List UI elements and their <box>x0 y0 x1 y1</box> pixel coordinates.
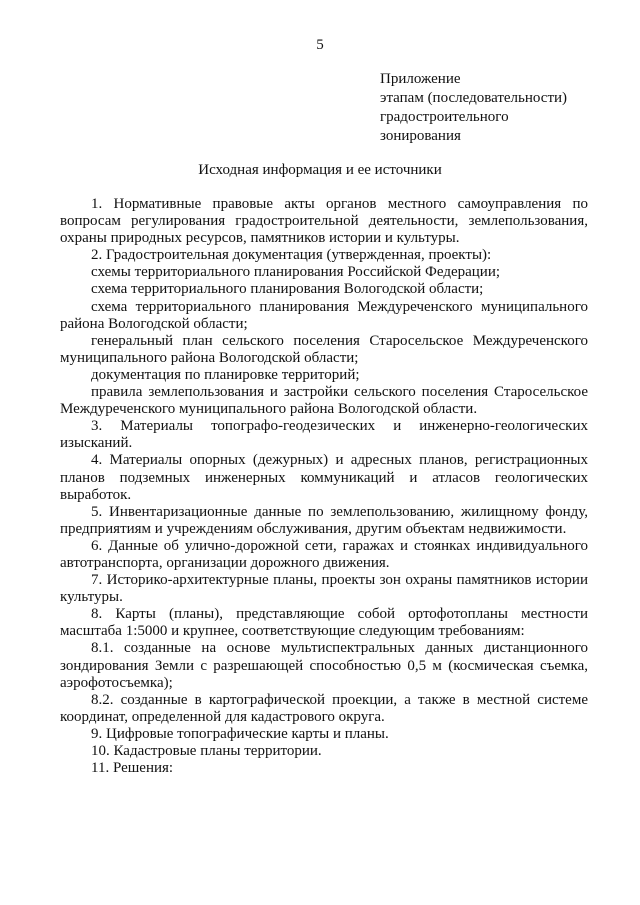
paragraph-item-8: 8. Карты (планы), представляющие собой ортофотопланы местности масштаба 1:5000 и крупнее, соответствующие следующим требованиям: <box>60 606 588 640</box>
paragraph-item-3: 3. Материалы топографо-геодезических и инженерно-геологических изысканий. <box>60 418 588 452</box>
appendix-header <box>380 70 620 146</box>
paragraph-item-9: 9. Цифровые топографические карты и планы. <box>91 725 389 742</box>
paragraph-item-10: 10. Кадастровые планы территории. <box>91 743 322 759</box>
paragraph-item-8-1: 8.1. созданные на основе мультиспектральных данных дистанционного зондирования Земли с разрешающей способностью 0,5 м (космическая съемка, аэрофотосъемка); <box>60 640 588 691</box>
appendix-line: градостроительного <box>380 109 509 125</box>
paragraph-item-7: 7. Историко-архитектурные планы, проекты зон охраны памятников истории культуры. <box>60 572 588 606</box>
paragraph-item-2: 2. Градостроительная документация (утвержденная, проекты): <box>91 247 492 264</box>
paragraph-subitem: правила землепользования и застройки сельского поселения Старосельское Междуреченского муниципального района Вологодской области. <box>60 384 588 418</box>
paragraph-item-11: 11. Решения: <box>91 760 174 777</box>
paragraph-subitem: генеральный план сельского поселения Старосельское Междуреченского муниципального района Вологодской области; <box>60 332 588 366</box>
paragraph-subitem: схема территориального планирования Междуреченского муниципального района Вологодской области; <box>60 298 588 332</box>
document-body <box>60 196 588 777</box>
page-number: 5 <box>316 37 324 53</box>
appendix-line: Приложение <box>380 71 461 87</box>
document-title: Исходная информация и ее источники <box>198 162 442 178</box>
paragraph-item-1: 1. Нормативные правовые акты органов местного самоуправления по вопросам регулирования градостроительной деятельности, землепользования, охраны природных ресурсов, памятников истории и культуры. <box>60 196 588 247</box>
paragraph-subitem: схемы территориального планирования Российской Федерации; <box>91 264 501 281</box>
paragraph-subitem: документация по планировке территорий; <box>91 366 360 383</box>
paragraph-subitem: схема территориального планирования Вологодской области; <box>91 281 484 298</box>
paragraph-item-8-2: 8.2. созданные в картографической проекции, а также в местной системе координат, определенной для кадастрового округа. <box>60 691 588 725</box>
paragraph-item-4: 4. Материалы опорных (дежурных) и адресных планов, регистрационных планов подземных инженерных коммуникаций и атласов геологических выработок. <box>60 452 588 503</box>
paragraph-item-6: 6. Данные об улично-дорожной сети, гаражах и стоянках индивидуального автотранспорта, организации дорожного движения. <box>60 537 588 571</box>
appendix-line: этапам (последовательности) <box>380 90 568 106</box>
appendix-line: зонирования <box>380 128 461 144</box>
paragraph-item-5: 5. Инвентаризационные данные по землепользованию, жилищному фонду, предприятиям и учреждениям обслуживания, другим объектам недвижимости. <box>60 503 588 537</box>
